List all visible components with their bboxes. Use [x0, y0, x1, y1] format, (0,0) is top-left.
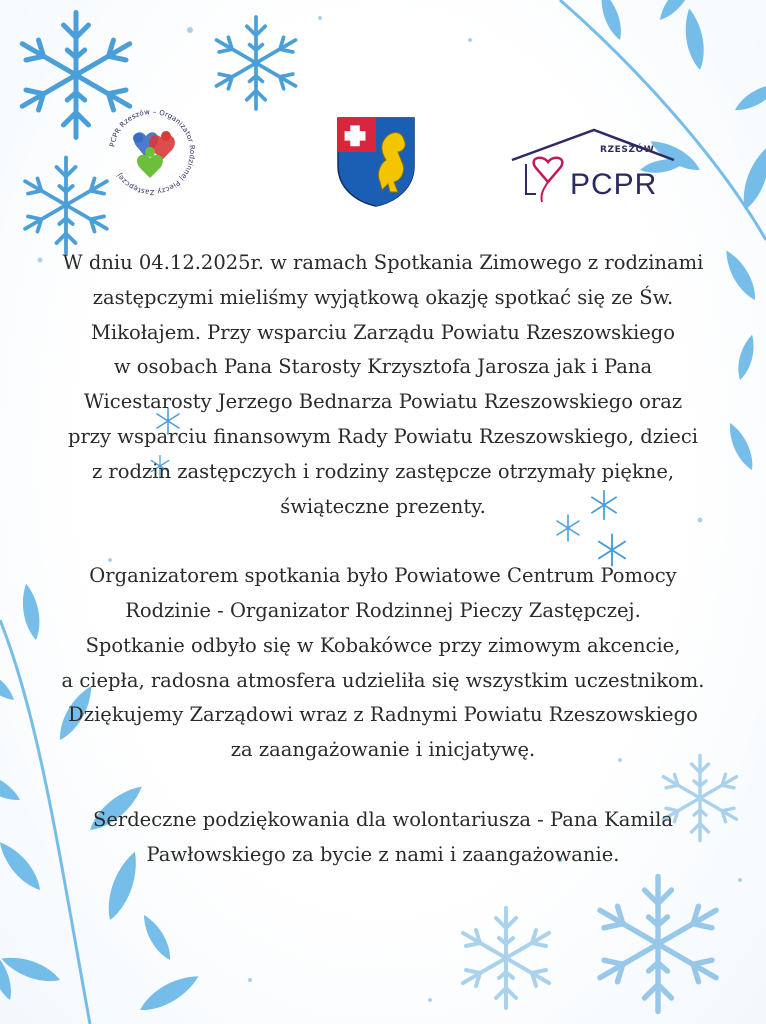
text-line: zastępczymi mieliśmy wyjątkową okazję spotkać się ze Św.	[92, 285, 674, 309]
text-line: za zaangażowanie i inicjatywę.	[230, 738, 536, 762]
svg-text:PCPR Rzeszów – Organizator Rod: PCPR Rzeszów – Organizator Rodzinnej Pieczy Zastępczej	[108, 108, 196, 196]
text-line: Wicestarosty Jerzego Bednarza Powiatu Rzeszowskiego oraz	[83, 390, 683, 414]
pcpr-house-logo	[508, 124, 678, 214]
paragraph-1	[20, 246, 746, 524]
text-line: świąteczne prezenty.	[280, 494, 486, 518]
text-line: W dniu 04.12.2025r. w ramach Spotkania Zimowego z rodzinami	[62, 251, 704, 274]
text-line: Organizatorem spotkania było Powiatowe Centrum Pomocy	[89, 564, 677, 588]
snowflake-icon	[216, 17, 295, 109]
text-line: a ciepła, radosna atmosfera udzieliła się wszystkim uczestnikom.	[61, 668, 705, 692]
text-line: z rodzin zastępczych i rodziny zastępcze otrzymały piękne,	[91, 459, 675, 483]
text-line: Spotkanie odbyło się w Kobakówce przy zimowym akcencie,	[85, 633, 681, 657]
text-line: Dziękujemy Zarządowi wraz z Radnymi Powiatu Rzeszowskiego	[68, 703, 698, 727]
text-line: w osobach Pana Starosty Krzysztofa Jarosza jak i Pana	[113, 355, 653, 379]
paragraph-gap	[20, 768, 746, 803]
text-line: Pawłowskiego za bycie z nami i zaangażowanie.	[146, 842, 620, 866]
paragraph-gap	[20, 524, 746, 559]
logos-row	[0, 108, 766, 218]
text-line: Serdeczne podziękowania dla wolontariusza - Pana Kamila	[92, 807, 673, 831]
pcpr-round-logo	[108, 108, 196, 196]
snowflake-icon	[600, 877, 716, 1012]
coat-of-arms-icon	[336, 116, 416, 208]
paragraph-2	[20, 559, 746, 768]
announcement-text	[20, 246, 746, 872]
svg-text:RZESZÓW: RZESZÓW	[600, 145, 655, 155]
text-line: przy wsparciu finansowym Rady Powiatu Rzeszowskiego, dzieci	[67, 424, 699, 448]
svg-text:PCPR: PCPR	[570, 168, 658, 201]
paragraph-3	[20, 803, 746, 873]
text-line: Mikołajem. Przy wsparciu Zarządu Powiatu Rzeszowskiego	[90, 320, 676, 344]
snowflake-icon	[463, 908, 549, 1008]
text-line: Rodzinie - Organizator Rodzinnej Pieczy Zastępczej.	[125, 598, 641, 622]
